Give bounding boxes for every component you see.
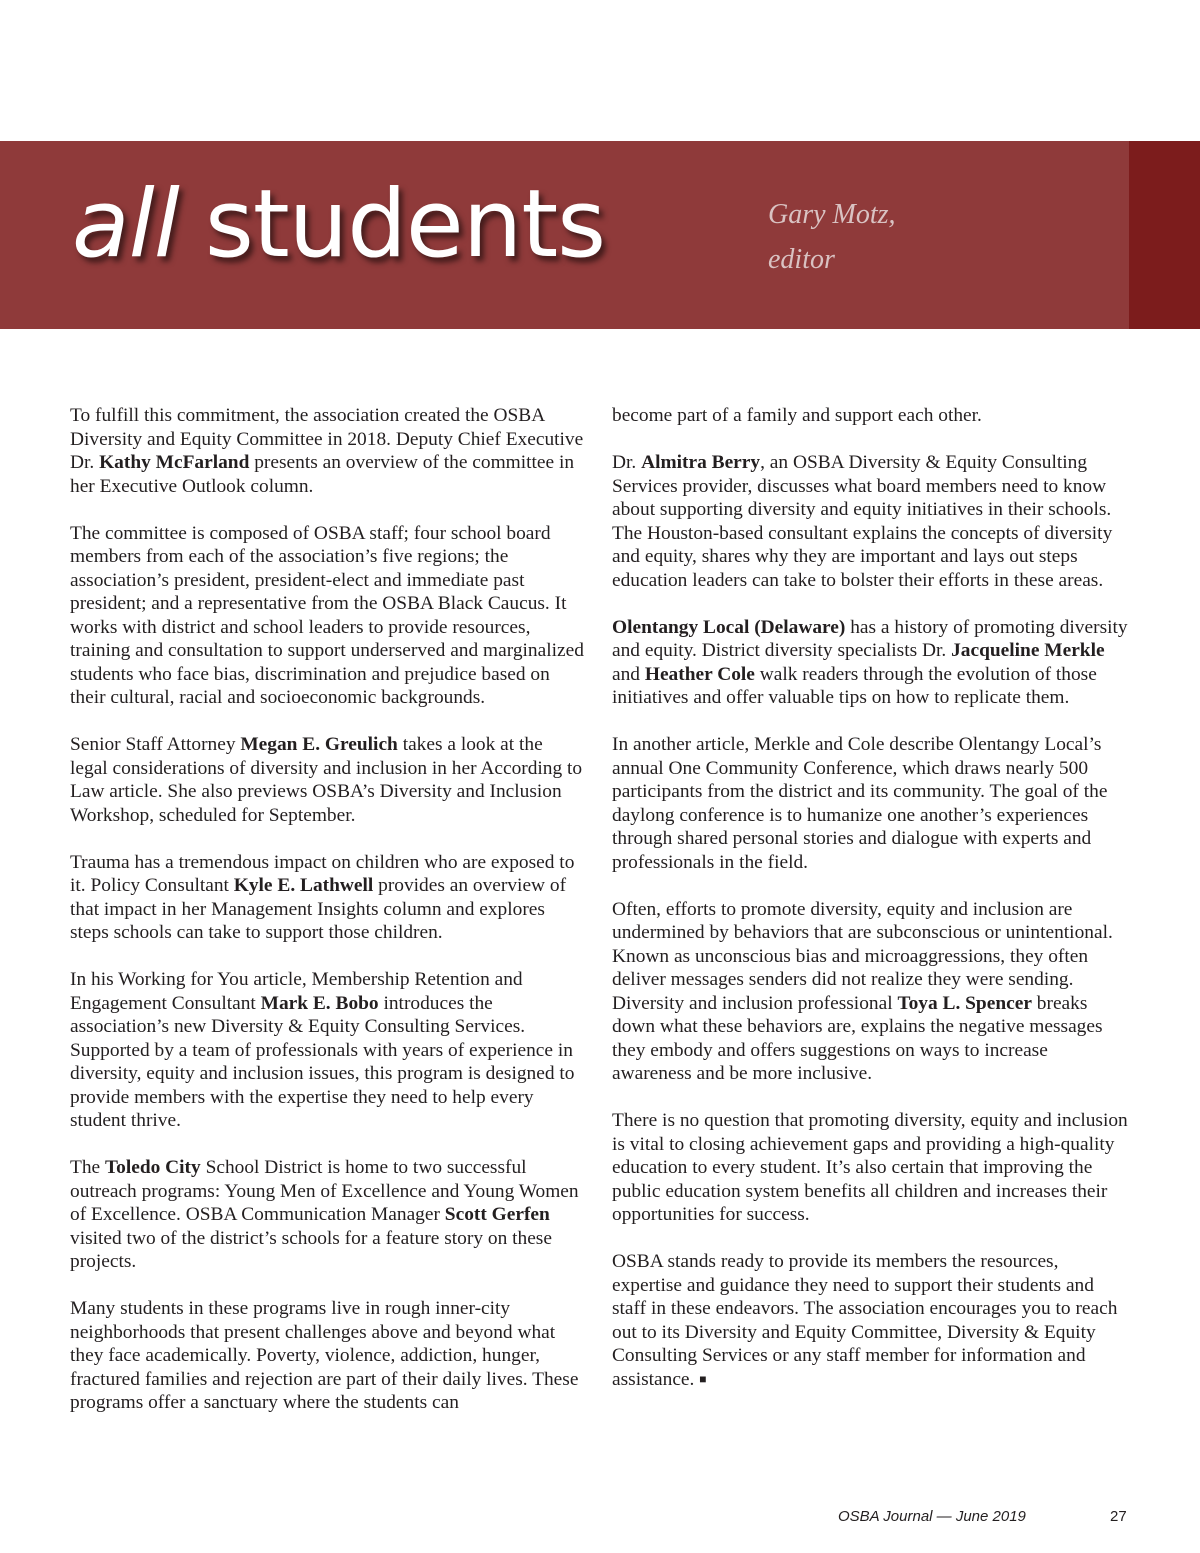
title-rest: students: [204, 170, 606, 279]
paragraph: In another article, Merkle and Cole describe Olentangy Local’s annual One Community Conference, which draws nearly 500 participants from the district and its community. The goal of the daylong conference is to humanize one another’s experiences through shared personal stories and dialogue with experts and professionals in the field.: [612, 734, 1108, 873]
text-run: School District is home to two successful outreach programs: Young Men of Excellence and Young Women of Excellence. OSBA Communication Manager: [70, 1157, 579, 1225]
paragraph: [70, 968, 585, 1133]
paragraph: [612, 451, 1132, 592]
paragraph: There is no question that promoting diversity, equity and inclusion is vital to closing achievement gaps and providing a high-quality education to every student. It’s also certain that improving the public education system benefits all children and increases their opportunities for success.: [612, 1110, 1128, 1225]
text-run: To fulfill this commitment, the association created the OSBA Diversity and Equity Committee in 2018. Deputy Chief Executive Dr.: [70, 405, 584, 473]
left-column: [70, 404, 585, 1438]
title-italic: all: [72, 170, 179, 279]
person-name: Mark E. Bobo: [260, 992, 379, 1014]
text-run: provides an overview of that impact in her Management Insights column and explores steps schools can take to support those children.: [70, 875, 567, 943]
paragraph: [70, 851, 585, 945]
header-banner-edge: [1129, 141, 1200, 329]
right-column: [612, 404, 1132, 1415]
text-run: OSBA stands ready to provide its members the resources, expertise and guidance they need to support their students and staff in these endeavors. The association encourages you to reach out to its Diversity and Equity Committee, Diversity & Equity Consulting Services or any staff member for information and assistance.: [612, 1251, 1118, 1390]
author-name: Gary Motz,: [768, 199, 896, 230]
text-run: , an OSBA Diversity & Equity Consulting Services provider, discusses what board members need to know about supporting diversity and equity initiatives in their schools. The Houston-based consultant explains the concepts of diversity and equity, shares why they are important and lays out steps education leaders can take to bolster their efforts in these areas.: [612, 452, 1113, 591]
person-name: Megan E. Greulich: [240, 734, 398, 755]
text-run: Trauma has a tremendous impact on children who are exposed to it. Policy Consultant: [70, 851, 575, 896]
footer-journal: OSBA Journal — June 2019: [838, 1508, 1026, 1525]
paragraph: [70, 1156, 585, 1274]
district-name: Olentangy Local (Delaware): [612, 616, 846, 638]
text-run: Dr.: [612, 452, 642, 473]
page-title: [72, 160, 605, 290]
paragraph: [70, 404, 585, 498]
page-number: 27: [1110, 1508, 1127, 1525]
paragraph: [612, 616, 1132, 710]
author-role: editor: [768, 244, 835, 275]
person-name: Jacqueline Merkle: [951, 640, 1105, 661]
text-run: takes a look at the legal considerations of diversity and inclusion in her According to Law article. She also previews OSBA’s Diversity and Inclusion Workshop, scheduled for September.: [70, 734, 583, 826]
text-run: Often, efforts to promote diversity, equity and inclusion are undermined by behaviors that are subconscious or unintentional. Known as unconscious bias and microaggressions, they often deliver messages senders did not realize they were sending. Diversity and inclusion professional: [612, 898, 1113, 1014]
paragraph: Many students in these programs live in rough inner-city neighborhoods that present challenges above and beyond what they face academically. Poverty, violence, addiction, hunger, fractured families and rejection are part of their daily lives. These programs offer a sanctuary where the students can: [70, 1298, 579, 1413]
text-run: breaks down what these behaviors are, explains the negative messages they embody and offers suggestions on ways to increase awareness and be more inclusive.: [612, 992, 1103, 1084]
text-run: presents an overview of the committee in her Executive Outlook column.: [70, 452, 575, 497]
person-name: Heather Cole: [644, 663, 755, 685]
text-run: has a history of promoting diversity and equity. District diversity specialists Dr.: [612, 616, 1128, 661]
person-name: Kathy McFarland: [99, 452, 250, 473]
byline: [768, 192, 896, 282]
end-of-article-mark: ■: [699, 1371, 707, 1386]
text-run: The: [70, 1157, 105, 1178]
district-name: Toledo City: [105, 1157, 201, 1178]
person-name: Scott Gerfen: [444, 1204, 550, 1225]
text-run: visited two of the district’s schools for a feature story on these projects.: [70, 1227, 552, 1272]
text-run: walk readers through the evolution of those initiatives and offer valuable tips on how to replicate them.: [612, 663, 1097, 708]
text-run: introduces the association’s new Diversity & Equity Consulting Services. Supported by a team of professionals with years of experience in diversity, equity and inclusion issues, this program is designed to provide members with the expertise they need to help every student thrive.: [70, 992, 575, 1131]
paragraph: [612, 898, 1132, 1086]
text-run: and: [612, 663, 645, 685]
person-name: Almitra Berry: [641, 452, 761, 473]
paragraph: become part of a family and support each other.: [612, 405, 982, 426]
text-run: Senior Staff Attorney: [70, 734, 241, 755]
person-name: Toya L. Spencer: [897, 992, 1032, 1014]
paragraph: [612, 1250, 1132, 1391]
paragraph: The committee is composed of OSBA staff; four school board members from each of the association’s five regions; the association’s president, president-elect and immediate past president; and a representative from the OSBA Black Caucus. It works with district and school leaders to provide resources, training and consultation to support underserved and marginalized students who face bias, discrimination and prejudice based on their cultural, racial and socioeconomic backgrounds.: [70, 522, 584, 708]
person-name: Kyle E. Lathwell: [233, 875, 374, 896]
text-run: In his Working for You article, Membership Retention and Engagement Consultant: [70, 969, 523, 1014]
paragraph: [70, 733, 585, 827]
